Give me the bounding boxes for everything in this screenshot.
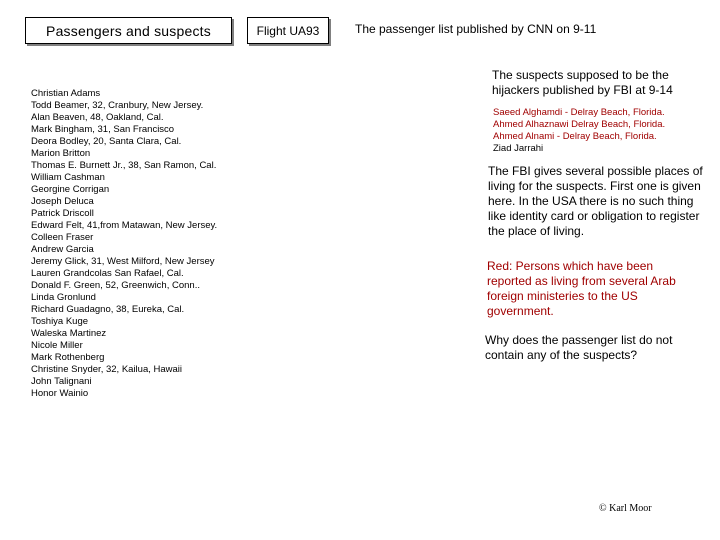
flight-label: Flight UA93 xyxy=(256,23,320,38)
fbi-list-heading: The suspects supposed to be the hijackers published by FBI at 9-14 xyxy=(492,68,673,97)
passenger-item: Waleska Martinez xyxy=(31,328,107,339)
passenger-item: Mark Bingham, 31, San Francisco xyxy=(31,124,175,135)
passenger-item: Mark Rothenberg xyxy=(31,352,105,363)
passenger-item: Toshiya Kuge xyxy=(31,316,89,327)
passenger-item: Donald F. Green, 52, Greenwich, Conn.. xyxy=(31,280,200,291)
fbi-note: The FBI gives several possible places of living for the suspects. First one is given here. In the USA there is no such thing like identity card or obligation to register the place of living. xyxy=(488,164,703,238)
copyright: © Karl Moor xyxy=(599,503,652,514)
passenger-item: Edward Felt, 41,from Matawan, New Jersey. xyxy=(31,220,218,231)
passenger-item: Joseph Deluca xyxy=(31,196,94,207)
passenger-item: Todd Beamer, 32, Cranbury, New Jersey. xyxy=(31,100,204,111)
suspect-item: Ziad Jarrahi xyxy=(493,143,544,154)
cnn-list-heading: The passenger list published by CNN on 9-11 xyxy=(355,22,597,36)
suspect-item: Saeed Alghamdi - Delray Beach, Florida. xyxy=(493,107,665,118)
title-box xyxy=(25,17,232,44)
passenger-list xyxy=(31,88,217,400)
page-title: Passengers and suspects xyxy=(46,22,211,39)
passenger-item: Colleen Fraser xyxy=(31,232,94,243)
suspect-item: Ahmed Alhaznawi Delray Beach, Florida. xyxy=(493,119,666,130)
passenger-item: Richard Guadagno, 38, Eureka, Cal. xyxy=(31,304,185,315)
passenger-item: Thomas E. Burnett Jr., 38, San Ramon, Cal. xyxy=(31,160,217,171)
passenger-item: Christian Adams xyxy=(31,88,101,99)
passenger-item: Marion Britton xyxy=(31,148,91,159)
passenger-item: Patrick Driscoll xyxy=(31,208,94,219)
passenger-item: Alan Beaven, 48, Oakland, Cal. xyxy=(31,112,164,123)
red-legend-note: Red: Persons which have been reported as living from several Arab foreign ministeries to the US government. xyxy=(487,259,676,318)
question-text: Why does the passenger list do not contain any of the suspects? xyxy=(485,333,673,362)
flight-box xyxy=(247,17,329,44)
passenger-item: Jeremy Glick, 31, West Milford, New Jersey xyxy=(31,256,215,267)
passenger-item: Deora Bodley, 20, Santa Clara, Cal. xyxy=(31,136,182,147)
passenger-item: Christine Snyder, 32, Kailua, Hawaii xyxy=(31,364,183,375)
passenger-item: Nicole Miller xyxy=(31,340,83,351)
suspect-list xyxy=(493,107,665,155)
passenger-item: Linda Gronlund xyxy=(31,292,96,303)
suspect-item: Ahmed Alnami - Delray Beach, Florida. xyxy=(493,131,657,142)
passenger-item: Georgine Corrigan xyxy=(31,184,110,195)
passenger-item: Andrew Garcia xyxy=(31,244,94,255)
passenger-item: Honor Wainio xyxy=(31,388,89,399)
passenger-item: Lauren Grandcolas San Rafael, Cal. xyxy=(31,268,184,279)
passenger-item: John Talignani xyxy=(31,376,92,387)
passenger-item: William Cashman xyxy=(31,172,105,183)
